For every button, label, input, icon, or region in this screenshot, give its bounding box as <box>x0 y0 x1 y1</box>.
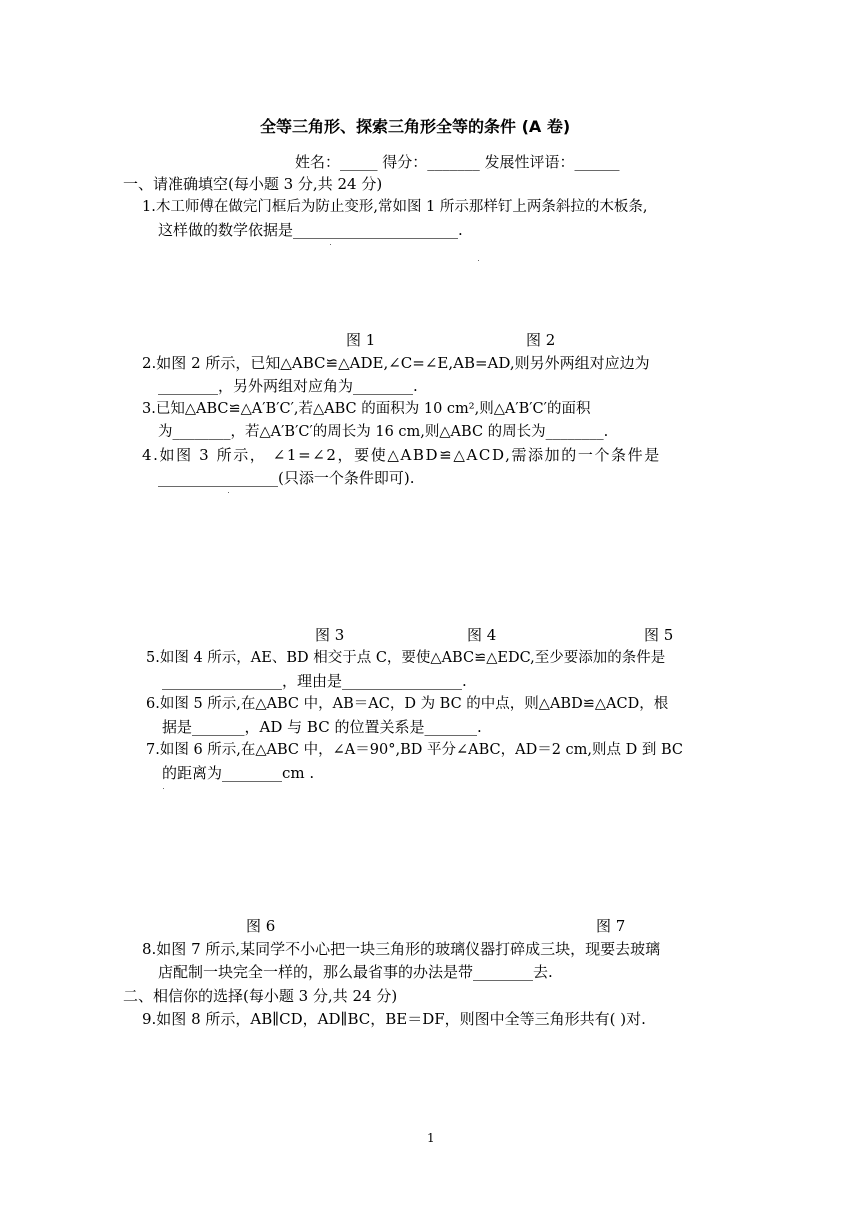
q6-line2: 据是_______，AD 与 BC 的位置关系是_______. <box>162 718 482 736</box>
q5-line1: 5.如图 4 所示，AE、BD 相交于点 C，要使△ABC≌△EDC,至少要添加的条件是 <box>146 650 666 666</box>
figure-placeholder-mark <box>228 492 229 493</box>
student-info-line: 姓名：_____ 得分：_______ 发展性评语：______ <box>295 153 620 171</box>
section2-heading: 二、相信你的选择(每小题 3 分,共 24 分) <box>123 987 398 1005</box>
q2-line2: ________，另外两组对应角为________. <box>158 377 418 395</box>
q8-line1: 8.如图 7 所示,某同学不小心把一块三角形的玻璃仪器打碎成三块，现要去玻璃 <box>142 940 661 958</box>
figure-placeholder-mark <box>478 260 479 261</box>
page-number: 1 <box>427 1131 435 1145</box>
q7-line1: 7.如图 6 所示,在△ABC 中，∠A＝90°,BD 平分∠ABC，AD＝2 cm,则点 D 到 BC <box>146 742 683 758</box>
q1-line1: 1.木工师傅在做完门框后为防止变形,常如图 1 所示那样钉上两条斜拉的木板条, <box>142 199 648 215</box>
figure-2-label: 图 2 <box>526 331 556 349</box>
figure-3-label: 图 3 <box>315 626 345 644</box>
q2-line1: 2.如图 2 所示，已知△ABC≌△ADE,∠C=∠E,AB=AD,则另外两组对应边为 <box>142 354 650 372</box>
q3-line1: 3.已知△ABC≌△A′B′C′,若△ABC 的面积为 10 cm²,则△A′B′C′的面积 <box>142 401 591 417</box>
q6-line1: 6.如图 5 所示,在△ABC 中，AB＝AC，D 为 BC 的中点，则△ABD≌△ACD，根 <box>146 696 669 712</box>
q4-line2: ________________(只添一个条件即可). <box>158 469 415 487</box>
q7-line2: 的距离为________cm . <box>162 764 315 782</box>
q9-line1: 9.如图 8 所示，AB∥CD，AD∥BC，BE＝DF，则图中全等三角形共有( )对. <box>142 1010 646 1028</box>
doc-title: 全等三角形、探索三角形全等的条件 (A 卷) <box>260 117 571 136</box>
figure-5-label: 图 5 <box>644 626 674 644</box>
section1-heading: 一、请准确填空(每小题 3 分,共 24 分) <box>123 175 383 193</box>
q1-line2: 这样做的数学依据是______________________. <box>158 221 463 239</box>
figure-placeholder-mark <box>330 244 331 245</box>
figure-7-label: 图 7 <box>596 917 626 935</box>
figure-4-label: 图 4 <box>467 626 497 644</box>
q3-line2: 为________，若△A′B′C′的周长为 16 cm,则△ABC 的周长为________. <box>158 424 609 440</box>
q5-line2: ________________，理由是________________. <box>162 672 467 690</box>
figure-placeholder-mark <box>163 788 164 789</box>
figure-6-label: 图 6 <box>246 917 276 935</box>
q8-line2: 店配制一块完全一样的，那么最省事的办法是带________去. <box>158 963 553 981</box>
q4-line1: 4.如图 3 所示， ∠1=∠2，要使△ABD≌△ACD,需添加的一个条件是 <box>142 446 661 464</box>
figure-1-label: 图 1 <box>346 331 376 349</box>
